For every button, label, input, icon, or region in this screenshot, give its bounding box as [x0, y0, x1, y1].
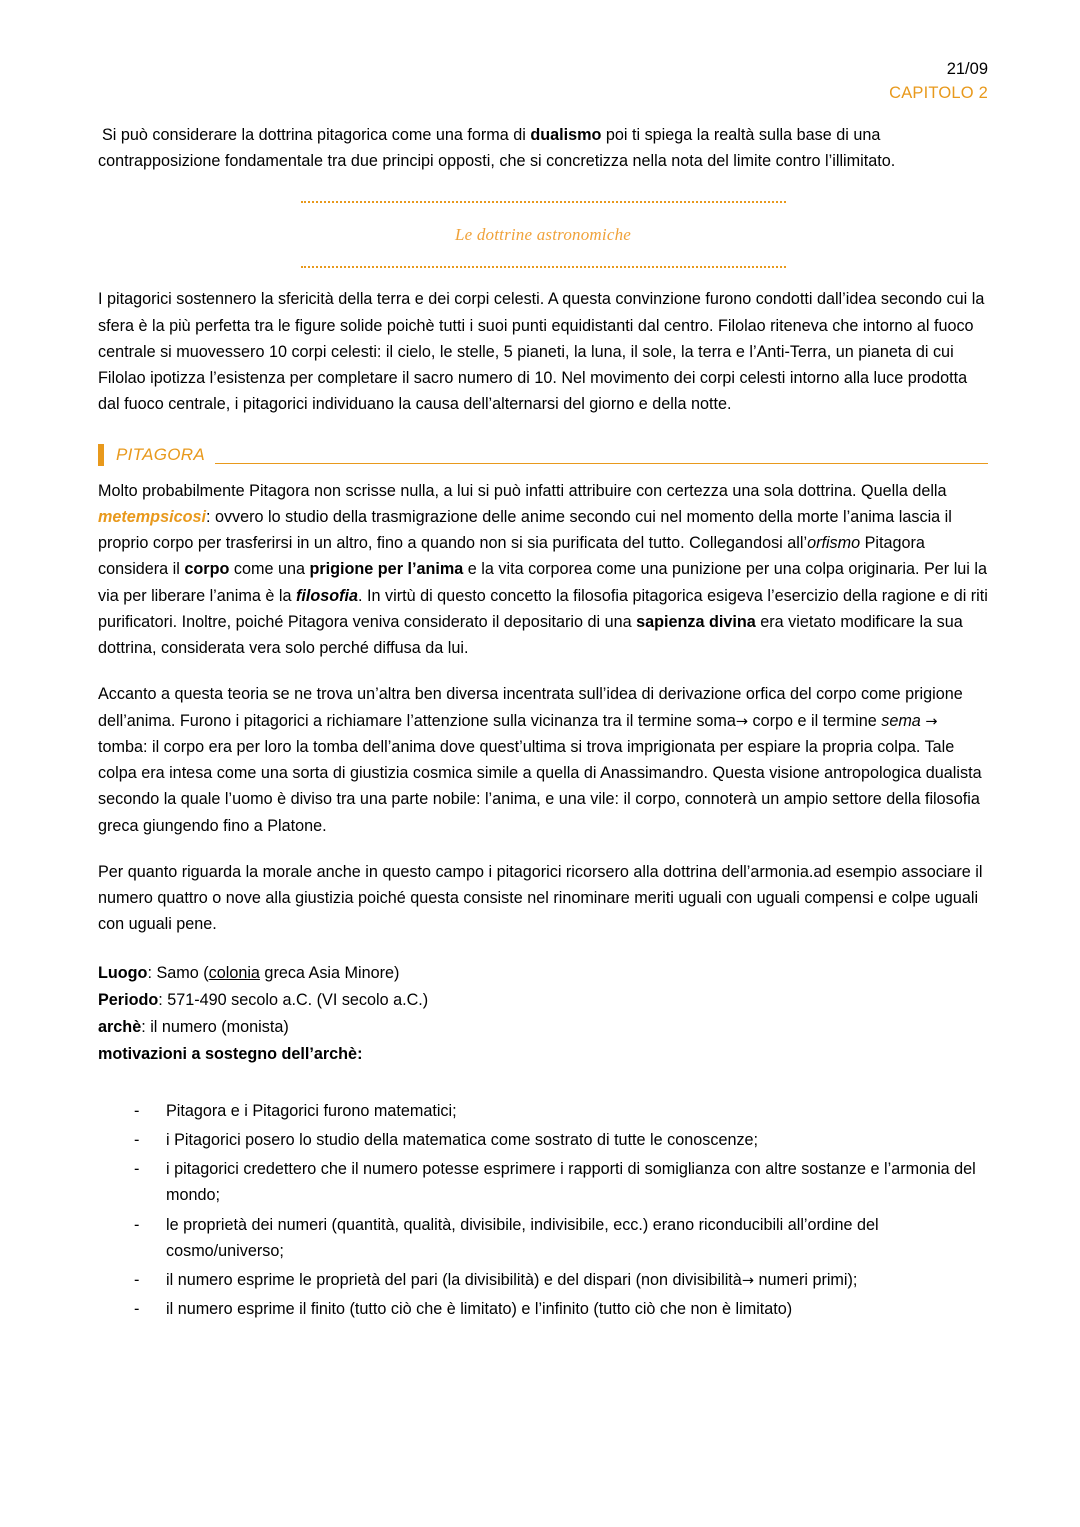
p1-text-d: come una [229, 560, 310, 579]
p1-text-b: : ovvero lo studio della trasmigrazione delle anime secondo cui nel momento della morte l’anima lascia il proprio corpo per trasferirsi in un altro, fino a quando non si sia purificata del tutto. Collegandosi all’ [98, 507, 952, 553]
list-item-text: Pitagora e i Pitagorici furono matematici; [166, 1101, 457, 1120]
intro-paragraph [98, 122, 988, 174]
list-item [98, 1267, 988, 1293]
facts-block [98, 960, 988, 1068]
p1-prigione: prigione per l’anima [309, 560, 464, 579]
list-item-text: le proprietà dei numeri (quantità, qualità, divisibile, indivisibile, ecc.) erano riconducibili all’ordine del cosmo/universo; [166, 1215, 879, 1260]
p2-sema: sema [881, 711, 921, 730]
intro-text-1: Si può considerare la dottrina pitagorica come una forma di [102, 126, 531, 144]
p1-text-f: . In virtù di questo concetto la filosofia pitagorica esigeva l’esercizio della ragione e di riti purificatori. Inoltre, poiché Pitagora veniva considerato il depositario di una [98, 586, 988, 631]
list-dash: - [134, 1300, 140, 1319]
fact-arche-value: : il numero (monista) [141, 1018, 289, 1037]
list-item-text-tail: numeri primi); [753, 1270, 858, 1289]
divider-bottom [98, 265, 988, 268]
list-item-text: il numero esprime il finito (tutto ciò che è limitato) e l’infinito (tutto ciò che non è limitato) [166, 1300, 793, 1319]
p1-text-e: e la vita corporea come una punizione per una colpa originaria. Per lui la via per liberare l’anima è la [98, 560, 987, 605]
paragraph-pitagora-3: Per quanto riguarda la morale anche in questo campo i pitagorici ricorsero alla dottrina dell’armonia.ad esempio associare il numero quattro o nove alla giustizia poiché questa consiste nel rinominare meriti uguali con uguali compensi e colpe uguali con uguali pene. [98, 862, 983, 934]
fact-luogo-a: : Samo ( [147, 963, 209, 982]
p2-text-c: tomba: il corpo era per loro la tomba dell’anima dove quest’ultima si trova imprigionata per espiare la propria colpa. Tale colpa era intesa come una sorta di giustizia cosmica simile a quella di Anassimandro. Questa visione antropologica dualista secondo la quale l’uomo è diviso tra una parte nobile: l’anima, e una vile: il corpo, connoterà un ampio settore della filosofia greca giungendo fino a Platone. [98, 738, 982, 835]
page-header [889, 58, 988, 106]
list-dash: - [134, 1101, 140, 1120]
fact-luogo [98, 960, 988, 986]
paragraph-pitagora-1 [98, 478, 988, 662]
list-item-text: il numero esprime le proprietà del pari (la divisibilità) e del dispari (non divisibilità [166, 1270, 742, 1289]
intro-bold-dualismo: dualismo [530, 126, 602, 144]
list-item-text: i Pitagorici posero lo studio della matematica come sostrato di tutte le conoscenze; [166, 1130, 759, 1149]
list-dash: - [134, 1270, 140, 1289]
dotted-rule-top [301, 200, 786, 203]
fact-luogo-label: Luogo [98, 963, 148, 982]
p1-sapienza-divina: sapienza divina [636, 612, 756, 631]
divider-top [98, 200, 988, 203]
list-item [98, 1212, 988, 1264]
fact-periodo [98, 987, 988, 1013]
arrow-icon-3: → [741, 1272, 754, 1289]
fact-arche-label: archè [98, 1018, 142, 1037]
p1-text-g: era vietato modificare la sua dottrina, considerata vera solo perché diffusa da lui. [98, 612, 963, 658]
section-accent-bar [98, 444, 104, 466]
header-date: 21/09 [946, 60, 988, 78]
section-heading-pitagora [98, 444, 988, 466]
p1-corpo: corpo [184, 560, 230, 579]
header-chapter: CAPITOLO 2 [889, 83, 988, 102]
p1-orfismo: orfismo [807, 534, 861, 553]
fact-periodo-value: : 571-490 secolo a.C. (VI secolo a.C.) [158, 990, 429, 1009]
document-body [98, 122, 988, 1326]
list-item [98, 1296, 988, 1322]
p1-metempsicosi: metempsicosi [98, 507, 206, 526]
fact-motivazioni-label: motivazioni a sostegno dell’archè [98, 1045, 358, 1064]
p1-text-c: Pitagora considera il [98, 534, 925, 579]
list-item-text: i pitagorici credettero che il numero potesse esprimere i rapporti di somiglianza con altre sostanze e l’armonia del mondo; [166, 1160, 976, 1205]
section-rule [215, 463, 988, 464]
fact-motivazioni-colon: : [357, 1045, 363, 1064]
list-item [98, 1127, 988, 1153]
astronomy-title: Le dottrine astronomiche [454, 225, 632, 245]
p2-text-a: Accanto a questa teoria se ne trova un’altra ben diversa incentrata sull’idea di derivazione orfica del corpo come prigione dell’anima. Furono i pitagorici a richiamare l’attenzione sulla vicinanza tra il termine soma [98, 685, 963, 730]
paragraph-pitagora-2 [98, 681, 988, 839]
fact-arche [98, 1014, 988, 1040]
arrow-icon: → [735, 713, 749, 730]
astronomy-paragraph: I pitagorici sostennero la sfericità della terra e dei corpi celesti. A questa convinzione furono condotti dall’idea secondo cui la sfera è la più perfetta tra le figure solide poichè tutti i suoi punti equidistanti dal centro. Filolao riteneva che intorno al fuoco centrale si muovessero 10 corpi celesti: il cielo, le stelle, 5 pianeti, la luna, il sole, la terra e l’Anti-Terra, un pianeta di cui Filolao ipotizza l’esistenza per completare il sacro numero di 10. Nel movimento dei corpi celesti intorno alla luce prodotta dal fuoco centrale, i pitagorici individuano la causa dell’alternarsi del giorno e della notte. [98, 290, 985, 414]
fact-periodo-label: Periodo [98, 990, 159, 1009]
p1-filosofia: filosofia [295, 586, 359, 605]
motivazioni-list [98, 1098, 988, 1323]
list-dash: - [134, 1160, 140, 1179]
dotted-rule-bottom [301, 265, 786, 268]
p2-text-b: corpo e il termine [748, 711, 882, 730]
p1-text-a: Molto probabilmente Pitagora non scrisse nulla, a lui si può infatti attribuire con certezza una sola dottrina. Quella della [98, 481, 947, 500]
list-dash: - [134, 1130, 140, 1149]
intro-text-2: poi ti spiega la realtà sulla base di una contrapposizione fondamentale tra due principi opposti, che si concretizza nella nota del limite contro l’illimitato. [98, 126, 896, 171]
list-dash: - [134, 1215, 140, 1234]
list-item [98, 1098, 988, 1124]
list-item [98, 1156, 988, 1208]
fact-luogo-b: greca Asia Minore) [259, 963, 400, 982]
fact-motivazioni [98, 1041, 988, 1067]
section-title: PITAGORA [116, 444, 205, 464]
arrow-icon-2: → [925, 713, 938, 730]
fact-luogo-underline: colonia [208, 963, 260, 982]
